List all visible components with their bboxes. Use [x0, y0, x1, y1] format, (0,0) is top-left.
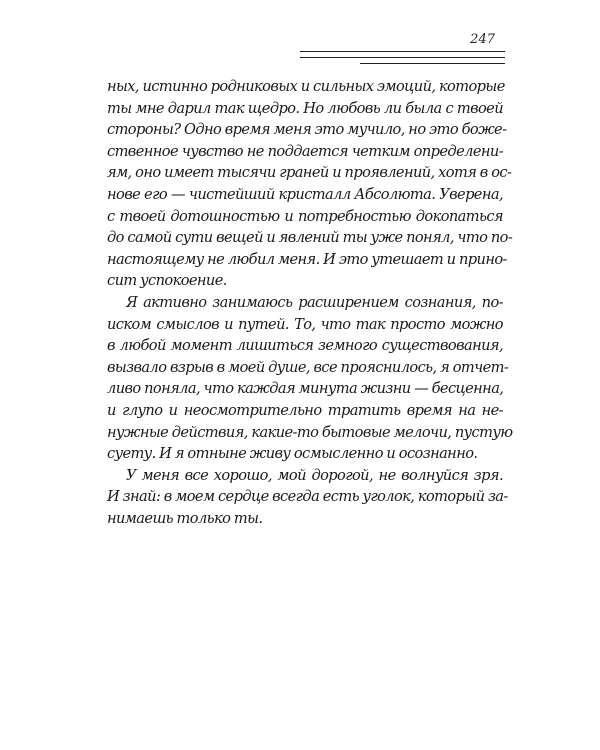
text-line: нужные действия, какие-то бытовые мелочи, пустую	[107, 423, 513, 441]
text-line: ственное чувство не поддается четким определени-	[107, 142, 503, 160]
text-line: вызвало взрыв в моей душе, все прояснилось, я отчет-	[107, 358, 509, 376]
text-line: нимаешь только ты.	[107, 509, 263, 527]
text-line: с твоей дотошностью и потребностью докопаться	[107, 207, 503, 225]
text-line: ливо поняла, что каждая минута жизни — бесценна,	[107, 380, 504, 398]
paragraph-3	[107, 465, 508, 530]
text-line: нове его — чистейший кристалл Абсолюта. Уверена,	[107, 185, 503, 203]
body-text	[107, 76, 513, 529]
header-rule-top	[300, 51, 505, 52]
paragraph-2	[107, 292, 513, 465]
page-number: 247	[470, 32, 495, 47]
text-line: в любой момент лишиться земного существования,	[107, 337, 503, 355]
text-line: иском смыслов и путей. То, что так просто можно	[107, 315, 503, 333]
text-line: ям, оно имеет тысячи граней и проявлений, хотя в ос-	[107, 164, 512, 182]
text-line: стороны? Одно время меня это мучило, но это боже-	[107, 121, 507, 139]
text-line: И знай: в моем сердце всегда есть уголок, который за-	[107, 488, 508, 506]
header-rule-middle	[300, 57, 505, 58]
text-line: до самой сути вещей и явлений ты уже понял, что по-	[107, 229, 513, 247]
text-line: ных, истинно родниковых и сильных эмоций, которые	[107, 78, 505, 95]
text-line: суету. И я отныне живу осмысленно и осознанно.	[107, 445, 478, 463]
text-line: и глупо и неосмотрительно тратить время на не-	[107, 401, 503, 419]
text-line: ты мне дарил так щедро. Но любовь ли была с твоей	[107, 99, 503, 117]
text-line: У меня все хорошо, мой дорогой, не волнуйся зря.	[126, 466, 503, 484]
text-line: Я активно занимаюсь расширением сознания, по-	[126, 293, 503, 311]
header-rule-bottom	[360, 63, 505, 64]
text-line: настоящему не любил меня. И это утешает и прино-	[107, 250, 507, 268]
text-line: сит успокоение.	[107, 272, 227, 290]
paragraph-1	[107, 76, 513, 292]
